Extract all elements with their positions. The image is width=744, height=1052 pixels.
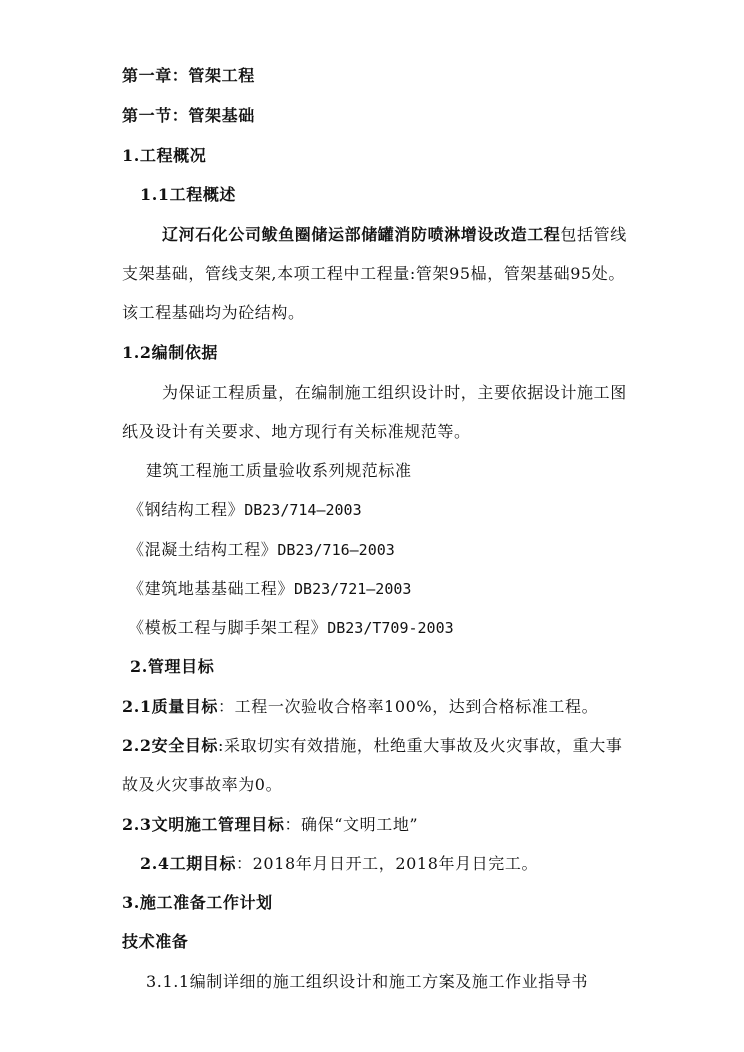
project-name: 辽河石化公司鲅鱼圈储运部储罐消防喷淋增设改造工程	[162, 225, 561, 244]
standard-code: DB23/716—2003	[277, 541, 395, 559]
goal-civilized	[122, 815, 418, 835]
part1-heading: 1.工程概况	[122, 146, 207, 165]
goal-text: :采取切实有效措施，杜绝重大事故及火灾事故，重大事	[218, 736, 623, 755]
part3-heading: 3.施工准备工作计划	[122, 893, 273, 912]
section-title: 第一节：管架基础	[122, 106, 255, 125]
sub2-paragraph-line2: 纸及设计有关要求、地方现行有关标准规范等。	[122, 422, 471, 441]
standard-name: 《建筑地基基础工程》	[128, 579, 295, 598]
goal-text: ：工程一次验收合格率100%，达到合格标准工程。	[218, 697, 599, 716]
goal-label: 2.1质量目标	[122, 697, 219, 716]
goal-schedule	[140, 854, 538, 874]
sub1-paragraph-line3: 该工程基础均为砼结构。	[122, 303, 305, 322]
goal-safety	[122, 736, 622, 756]
standard-item	[128, 500, 362, 520]
goal-quality	[122, 697, 598, 717]
standard-name: 《混凝土结构工程》	[128, 540, 278, 559]
sub2-heading: 1.2编制依据	[122, 343, 219, 362]
standard-item	[128, 618, 454, 638]
goal-text: ：2018年月日开工，2018年月日完工。	[236, 854, 539, 873]
sub1-paragraph-line2: 支架基础，管线支架,本项工程中工程量:管架95榀，管架基础95处。	[122, 264, 625, 283]
goal-text: ：确保“文明工地”	[284, 815, 419, 834]
standard-code: DB23/714—2003	[244, 501, 362, 519]
standard-name: 《钢结构工程》	[128, 500, 245, 519]
goal-safety-continued: 故及火灾事故率为0。	[122, 775, 283, 794]
sub2-paragraph-line1: 为保证工程质量，在编制施工组织设计时，主要依据设计施工图	[162, 383, 627, 402]
chapter-title: 第一章：管架工程	[122, 66, 255, 85]
sub1-paragraph-line1	[162, 225, 627, 245]
part3-subheading: 技术准备	[122, 932, 189, 951]
goal-label: 2.4工期目标	[140, 854, 237, 873]
standard-code: DB23/721—2003	[294, 580, 412, 598]
goal-label: 2.2安全目标	[122, 736, 219, 755]
standard-code: DB23/T709-2003	[327, 619, 454, 637]
standard-item	[128, 540, 395, 560]
standards-title: 建筑工程施工质量验收系列规范标准	[146, 461, 412, 480]
sub1-heading: 1.1工程概述	[140, 185, 237, 204]
standard-name: 《模板工程与脚手架工程》	[128, 618, 328, 637]
part2-heading: 2.管理目标	[130, 657, 215, 676]
part3-item1: 3.1.1编制详细的施工组织设计和施工方案及施工作业指导书	[146, 972, 589, 991]
standard-item	[128, 579, 411, 599]
goal-label: 2.3文明施工管理目标	[122, 815, 285, 834]
sub1-line1-rest: 包括管线	[560, 225, 627, 244]
